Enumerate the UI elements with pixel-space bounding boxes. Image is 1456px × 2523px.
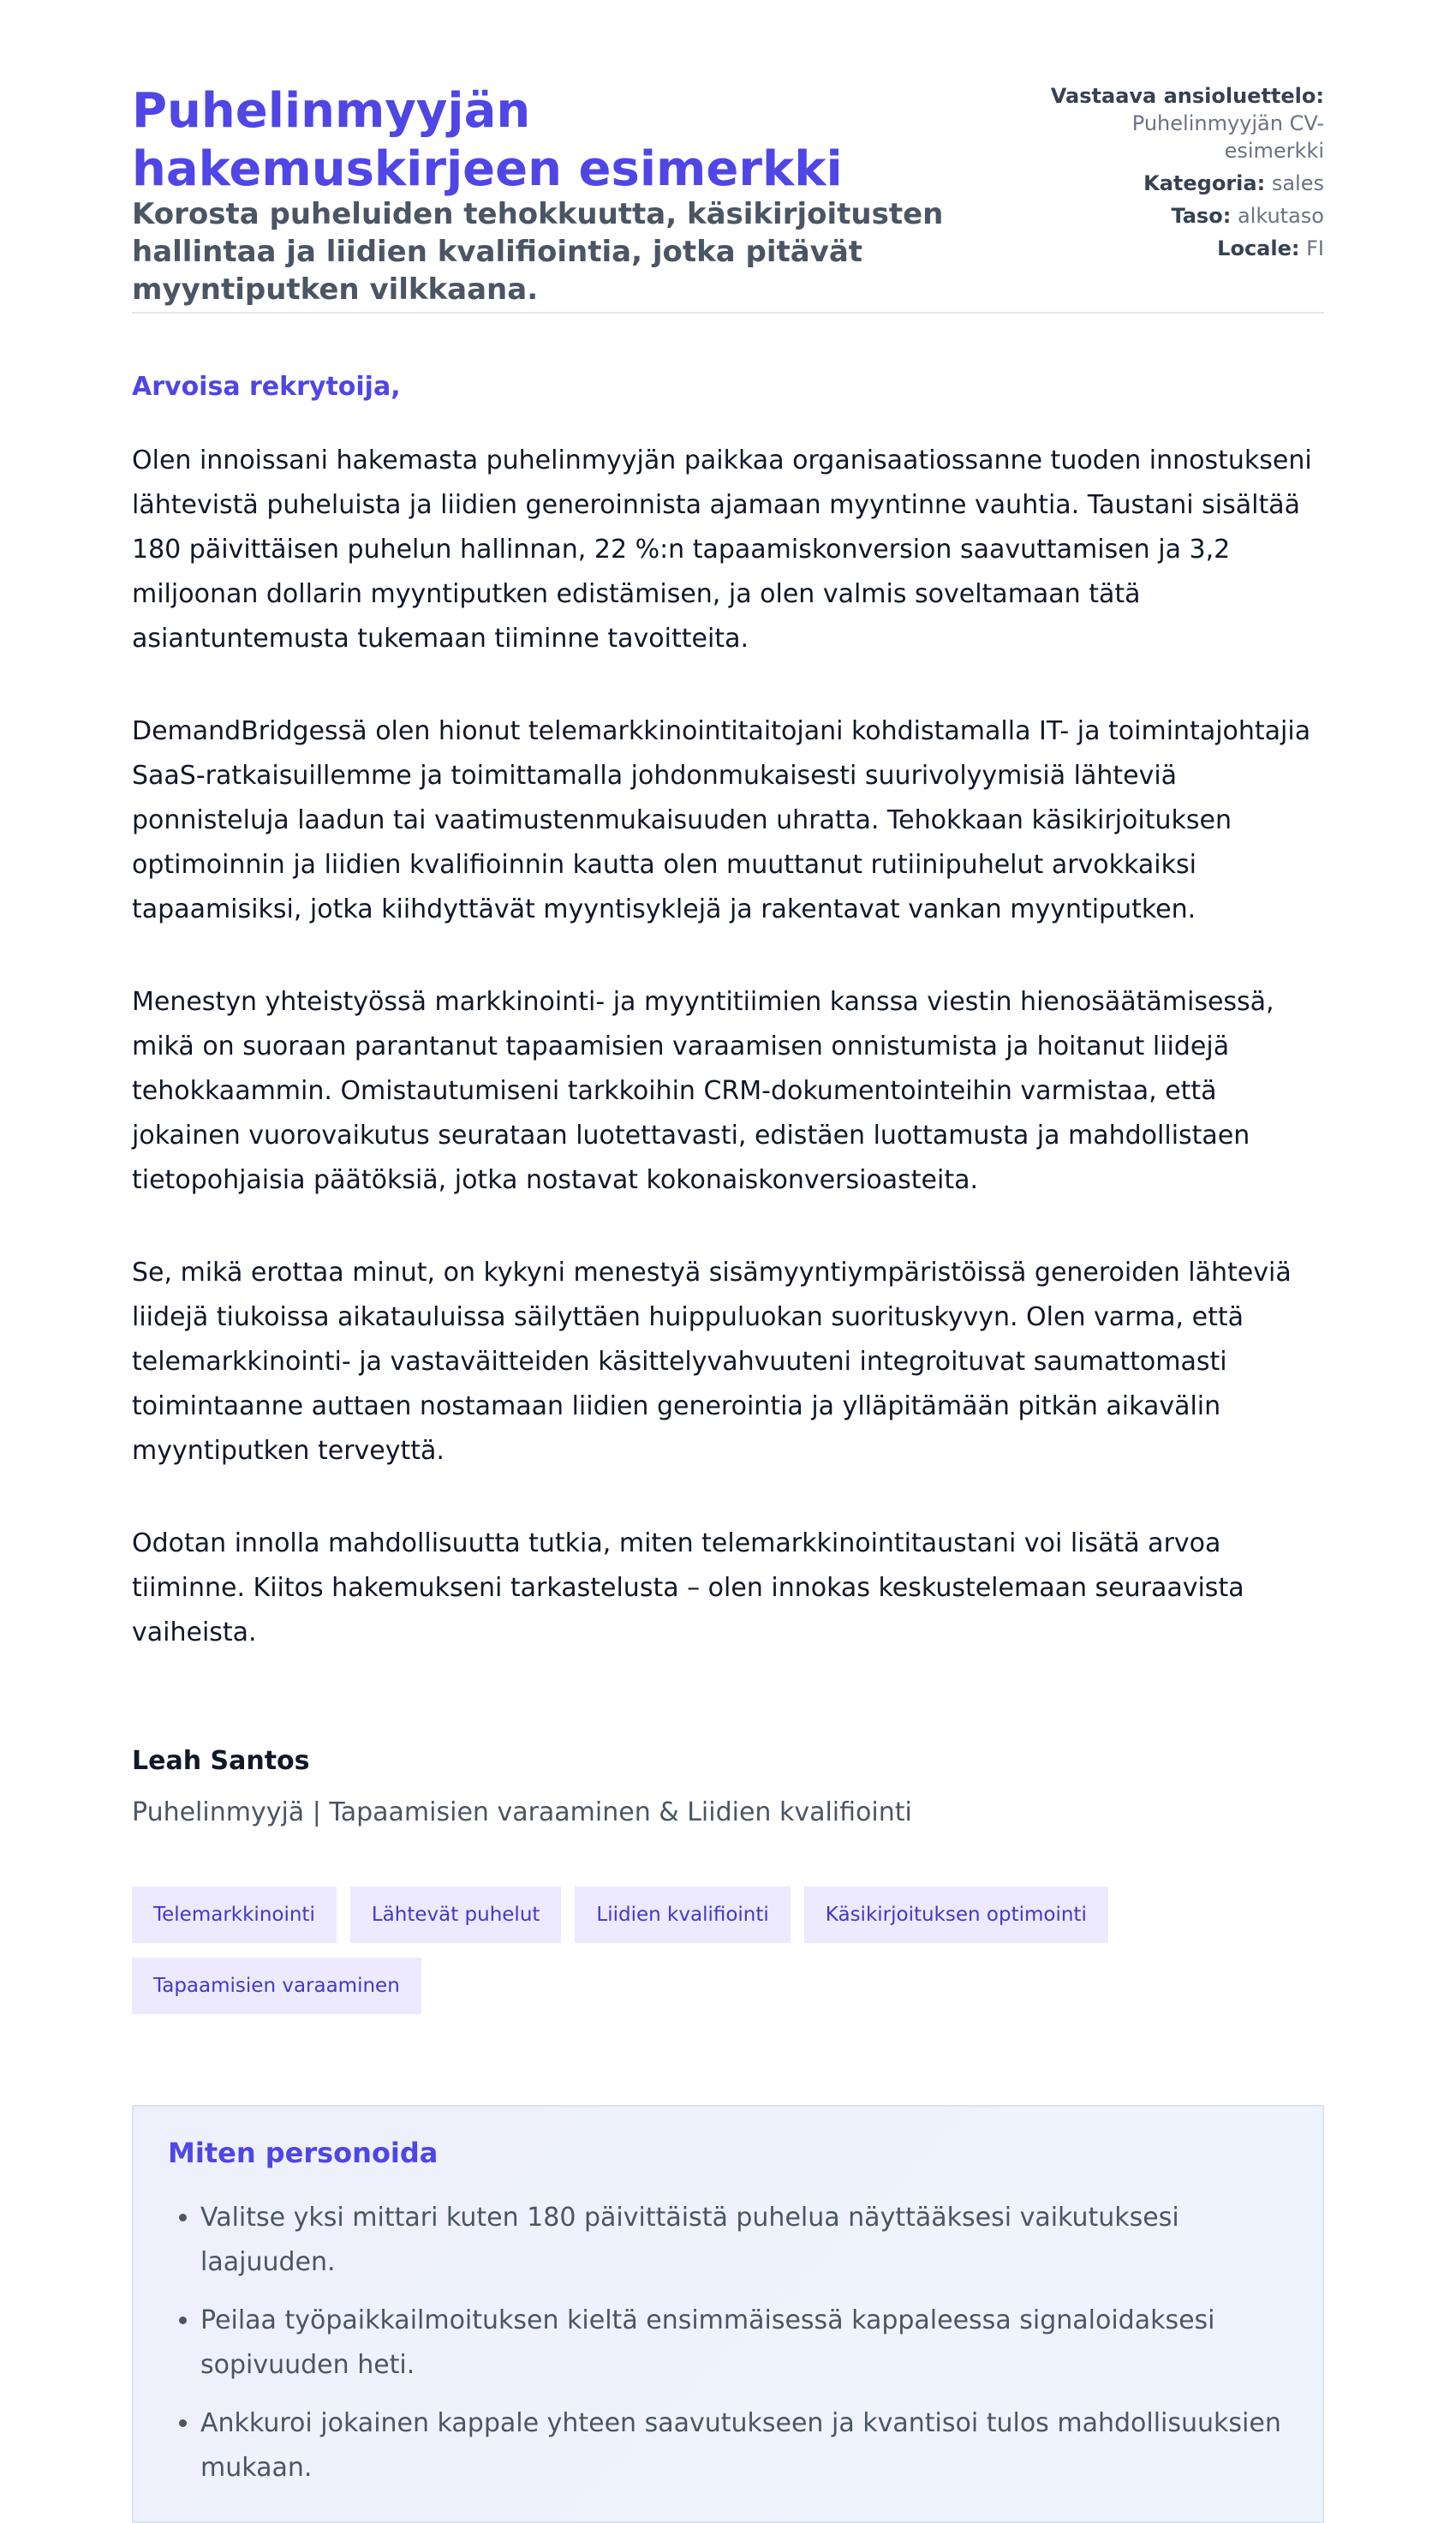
tips-list-item: • Peilaa työpaikkailmoituksen kieltä ensimmäisessä kappaleessa signaloidaksesi sopivuuden heti. <box>200 2299 1288 2388</box>
skill-tag: Liidien kvalifiointi <box>575 1886 790 1943</box>
tips-list-item: • Ankkuroi jokainen kappale yhteen saavutukseen ja kvantisoi tulos mahdollisuuksien mukaan. <box>200 2401 1288 2490</box>
meta-category-label: Kategoria: <box>1143 171 1266 195</box>
meta-category <box>1050 170 1324 197</box>
letter-paragraph: Odotan innolla mahdollisuutta tutkia, miten telemarkkinointitaustani voi lisätä arvoa tiiminne. Kiitos hakemukseni tarkastelusta – olen innokas keskustelemaan seuraavista vaiheista. <box>132 1528 1244 1647</box>
meta-related-cv-label: Vastaava ansioluettelo: <box>1050 84 1324 108</box>
page-header <box>132 79 1324 314</box>
letter-paragraph: Olen innoissani hakemasta puhelinmyyjän paikkaa organisaatiossanne tuoden innostukseni lähtevistä puheluista ja liidien generoinnista ajamaan myyntinne vauhtia. Taustani sisältää 180 päivittäisen puhelun hallinnan, 22 %:n tapaamiskonversion saavuttamisen ja 3,2 miljoonan dollarin myyntiputken edistämisen, ja olen valmis soveltamaan tätä asiantuntemusta tukemaan tiiminne tavoitteita. <box>132 445 1312 654</box>
letter-paragraph: Menestyn yhteistyössä markkinointi- ja myyntitiimien kanssa viestin hienosäätämisessä, mikä on suoraan parantanut tapaamisien varaamisen onnistumista ja hoitanut liidejä tehokkaammin. Omistautumiseni tarkkoihin CRM-dokumentointeihin varmistaa, että jokainen vuorovaikutus seurataan luotettavasti, edistäen luottamusta ja mahdollistaen tietopohjaisia päätöksiä, jotka nostavat kokonaiskonversioasteita. <box>132 987 1274 1195</box>
page-title: Puhelinmyyjän hakemuskirjeen esimerkki <box>132 83 843 197</box>
meta-locale-label: Locale: <box>1217 236 1300 260</box>
letter-paragraph: DemandBridgessä olen hionut telemarkkinointitaitojani kohdistamalla IT- ja toimintajohtajia SaaS-ratkaisuillemme ja toimittamalla johdonmukaisesti suurivolyymisiä lähteviä ponnisteluja laadun tai vaatimustenmukaisuuden uhratta. Tehokkaan käsikirjoituksen optimoinnin ja liidien kvalifioinnin kautta olen muuttanut rutiinipuhelut arvokkaiksi tapaamisiksi, jotka kiihdyttävät myyntisyklejä ja rakentavat vankan myyntiputken. <box>132 716 1311 924</box>
letter-paragraph: Se, mikä erottaa minut, on kykyni menestyä sisämyyntiympäristöissä generoiden lähteviä liidejä tiukoissa aikatauluissa säilyttäen huippuluokan suorituskyvyn. Olen varma, että telemarkkinointi- ja vastaväitteiden käsittelyvahvuuteni integroituvat saumattomasti toimintaanne auttaen nostamaan liidien generointia ja ylläpitämään pitkän aikavälin myyntiputken terveyttä. <box>132 1258 1292 1466</box>
meta-related-cv <box>1050 82 1324 164</box>
signature-role: Puhelinmyyjä | Tapaamisien varaaminen & Liidien kvalifiointi <box>132 1797 912 1827</box>
meta-panel <box>1050 82 1324 267</box>
tips-list <box>168 2196 1288 2490</box>
signature-name: Leah Santos <box>132 1746 310 1776</box>
personalize-tips-box <box>132 2105 1324 2523</box>
letter-paragraphs <box>132 439 1324 1655</box>
meta-level-label: Taso: <box>1171 204 1232 228</box>
tips-title: Miten personoida <box>168 2137 439 2169</box>
letter-body <box>132 370 1324 1830</box>
meta-category-value: sales <box>1271 171 1324 195</box>
meta-related-cv-link[interactable]: Puhelinmyyjän CV-esimerkki <box>1131 111 1324 163</box>
meta-level-value: alkutaso <box>1237 204 1324 228</box>
meta-locale-value: FI <box>1306 236 1324 260</box>
salutation: Arvoisa rekrytoija, <box>132 372 401 402</box>
skill-tag: Lähtevät puhelut <box>350 1886 562 1943</box>
skill-tags <box>132 1886 1245 2014</box>
skill-tag: Telemarkkinointi <box>132 1886 337 1943</box>
meta-locale <box>1050 235 1324 262</box>
tips-list-item: • Valitse yksi mittari kuten 180 päivittäistä puhelua näyttääksesi vaikutuksesi laajuuden. <box>200 2196 1288 2285</box>
page-subtitle: Korosta puheluiden tehokkuutta, käsikirjoitusten hallintaa ja liidien kvalifiointia, jotka pitävät myyntiputken vilkkaana. <box>132 197 944 307</box>
meta-level <box>1050 202 1324 230</box>
skill-tag: Käsikirjoituksen optimointi <box>804 1886 1108 1943</box>
skill-tag: Tapaamisien varaaminen <box>132 1958 421 2014</box>
